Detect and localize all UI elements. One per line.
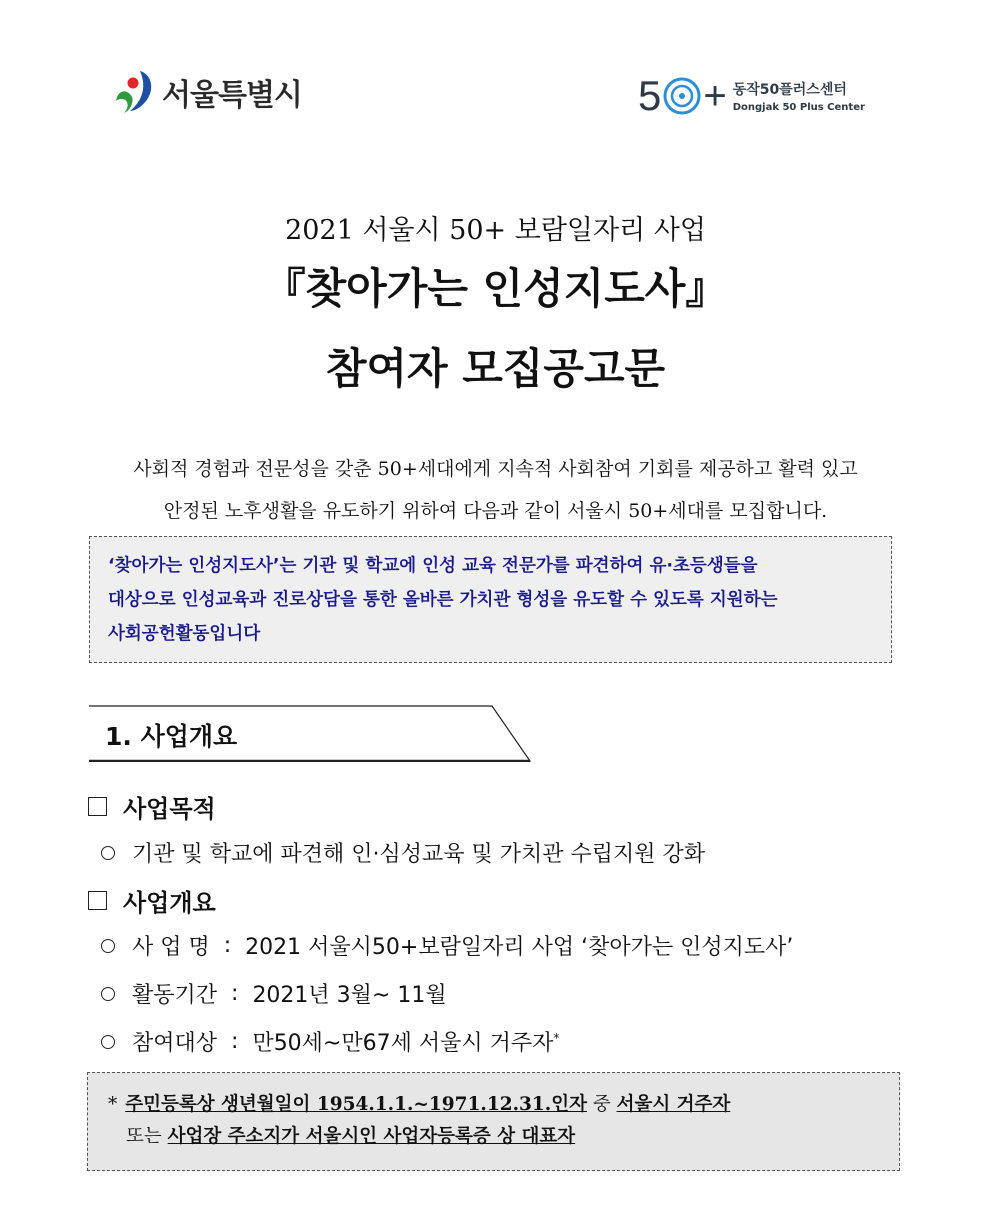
- note-line-1: [108, 1089, 899, 1121]
- circle-bullet-icon: [101, 987, 115, 1001]
- circle-bullet-icon: [101, 846, 115, 860]
- section-title: 1. 사업개요: [105, 722, 238, 751]
- program-description-box: [89, 536, 892, 663]
- list-item: [101, 837, 705, 868]
- page-subtitle: 참여자 모집공고문: [325, 344, 666, 393]
- description-line-2: 대상으로 인성교육과 진로상담을 통한 올바른 가치관 형성을 유도할 수 있도록 지원하는: [108, 590, 778, 610]
- subheading-label: 사업목적: [123, 795, 216, 823]
- center-name-english: Dongjak 50 Plus Center: [732, 102, 865, 113]
- note-business-owner: 사업장 주소지가 서울시인 사업자등록증 상 대표자: [167, 1126, 576, 1147]
- circle-bullet-icon: [101, 1035, 115, 1049]
- title-year-line: 2021 서울시 50+ 보람일자리 사업: [285, 215, 706, 246]
- square-bullet-icon: [88, 891, 107, 910]
- fifty-plus-mark: [638, 72, 733, 119]
- footnote-mark: *: [553, 1030, 560, 1045]
- list-item: [101, 1026, 559, 1057]
- intro-line-2: 안정된 노후생활을 유도하기 위하여 다음과 같이 서울시 50+세대를 모집합니다.: [163, 500, 828, 522]
- target-zero-icon: [662, 76, 702, 116]
- eligibility-note-box: [87, 1072, 900, 1171]
- description-line-3: 사회공헌활동입니다: [108, 624, 261, 644]
- dongjak-50plus-logo: [638, 68, 878, 124]
- note-seoul-resident: 서울시 거주자: [616, 1094, 731, 1115]
- description-line-1: ‘찾아가는 인성지도사’는 기관 및 학교에 인성 교육 전문가를 파견하여 유·초등생들을: [108, 556, 758, 576]
- note-line-2: [108, 1121, 899, 1153]
- note-birthdate-range: 주민등록상 생년월일이 1954.1.1.~1971.12.31.인자: [125, 1094, 587, 1115]
- note-connector: 중: [586, 1094, 617, 1115]
- page-title: 『찾아가는 인성지도사』: [263, 264, 728, 313]
- item-colon: :: [231, 1029, 239, 1054]
- subheading-purpose: [88, 789, 216, 824]
- seoul-logo-text: 서울특별시: [162, 78, 302, 113]
- note-or: 또는: [126, 1126, 168, 1147]
- center-name-korean: 동작50플러스센터: [732, 82, 847, 98]
- item-value: 만50세~만67세 서울시 거주자: [252, 1031, 554, 1056]
- seoul-logo: [110, 64, 310, 120]
- item-colon: :: [223, 933, 232, 958]
- intro-line-1: 사회적 경험과 전문성을 갖춘 50+세대에게 지속적 사회참여 기회를 제공하고 활력 있고: [133, 458, 858, 480]
- subheading-overview: [88, 883, 216, 918]
- list-item: [101, 978, 447, 1009]
- item-value: 2021년 3월~ 11월: [252, 983, 447, 1008]
- note-asterisk: *: [108, 1094, 118, 1115]
- list-item: [101, 930, 793, 961]
- list-item-text: 기관 및 학교에 파견해 인·심성교육 및 가치관 수립지원 강화: [132, 842, 705, 867]
- seoul-emblem-icon: [110, 67, 160, 117]
- item-key: 사 업 명: [132, 935, 210, 960]
- intro-paragraph: [60, 448, 931, 532]
- section-heading-tab: [88, 705, 532, 762]
- square-bullet-icon: [88, 797, 107, 816]
- item-colon: :: [231, 981, 239, 1006]
- logo-five: 5: [638, 72, 662, 119]
- circle-bullet-icon: [101, 939, 115, 953]
- item-key: 참여대상: [132, 1031, 218, 1056]
- subheading-label: 사업개요: [123, 889, 216, 917]
- item-value: 2021 서울시50+보람일자리 사업 ‘찾아가는 인성지도사’: [245, 935, 794, 960]
- logo-plus: +: [703, 74, 727, 118]
- item-key: 활동기간: [132, 983, 218, 1008]
